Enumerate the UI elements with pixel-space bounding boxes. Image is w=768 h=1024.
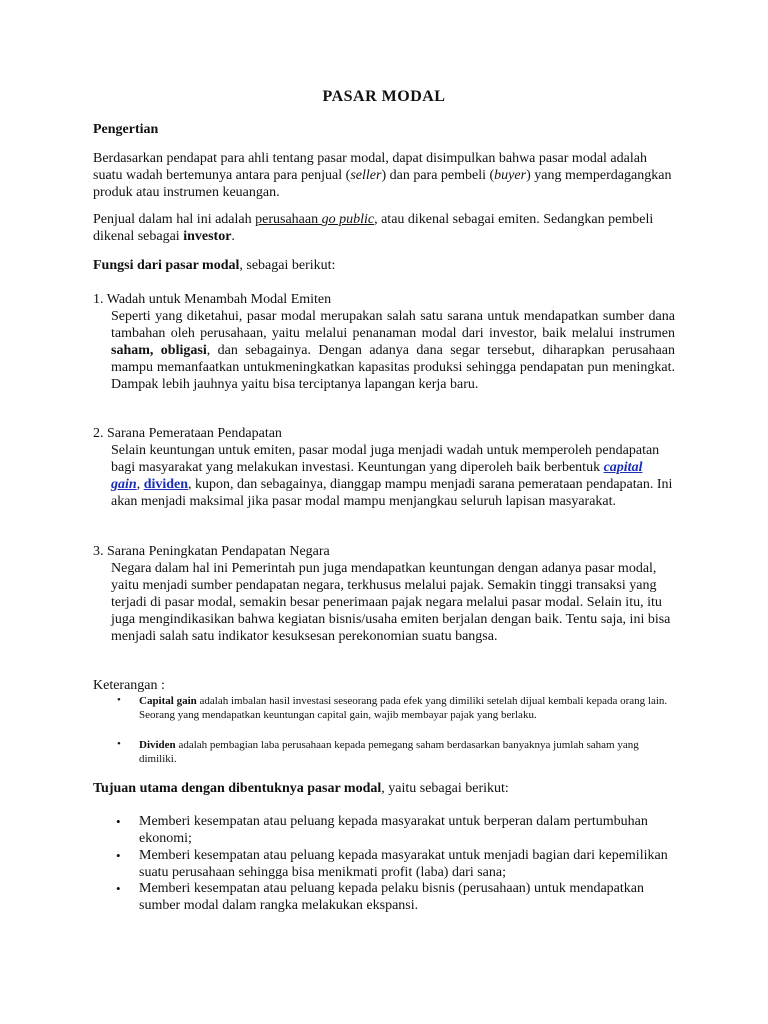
tujuan-item-2: Memberi kesempatan atau peluang kepada masyarakat untuk menjadi bagian dari kepemilikan suatu perusahaan sehingga bisa menikmati profit (laba) dari sana;: [139, 848, 668, 880]
text-run: Berdasarkan pendapat para ahli tentang pasar modal, dapat disimpulkan bahwa pasar modal adalah suatu wadah bertemunya antara para penjual (: [93, 151, 647, 183]
bullet-icon: •: [116, 881, 121, 896]
heading-bold-text: Fungsi dari pasar modal: [93, 258, 240, 273]
page-title: PASAR MODAL: [322, 88, 446, 105]
note-term: Dividen: [139, 739, 176, 751]
text-run: Seperti yang diketahui, pasar modal merupakan salah satu sarana untuk mendapatkan sumber dana tambahan oleh perusahaan, yaitu melalui penanaman modal dari investor, baik melalui instrumen: [111, 309, 675, 341]
paragraph-seller-buyer: [93, 211, 675, 245]
term-investor: investor: [183, 229, 232, 244]
heading-bold-text: Tujuan utama dengan dibentuknya pasar modal: [93, 781, 382, 796]
term-buyer: buyer: [494, 168, 527, 183]
tujuan-item-3: Memberi kesempatan atau peluang kepada pelaku bisnis (perusahaan) untuk mendapatkan sumber modal dalam rangka melakukan ekspansi.: [139, 881, 644, 913]
text-run: ,: [136, 477, 144, 492]
text-run: ) dan para pembeli (: [381, 168, 495, 183]
heading-fungsi: [93, 257, 335, 274]
link-text-italic: go public: [321, 212, 375, 227]
bullet-icon: •: [117, 694, 121, 706]
link-perusahaan-go-public[interactable]: [255, 212, 374, 227]
text-run: .: [231, 229, 235, 244]
link-dividen[interactable]: dividen: [143, 477, 189, 492]
bullet-icon: •: [117, 738, 121, 750]
fungsi-item-2-title: 2. Sarana Pemerataan Pendapatan: [93, 426, 282, 441]
note-term: Capital gain: [139, 695, 197, 707]
term-seller: seller: [350, 168, 382, 183]
text-run: , kupon, dan sebagainya, dianggap mampu menjadi sarana pemerataan pendapatan. Ini akan menjadi maksimal jika pasar modal mampu menjangkau seluruh lapisan masyarakat.: [111, 477, 673, 509]
heading-rest-text: , yaitu sebagai berikut:: [381, 781, 509, 796]
bullet-icon: •: [116, 848, 121, 863]
note-text: adalah imbalan hasil investasi seseorang pada efek yang dimiliki setelah dijual kembali kepada orang lain. Seorang yang mendapatkan keuntungan capital gain, wajib membayar pajak yang berlaku.: [139, 695, 668, 721]
tujuan-item-1: Memberi kesempatan atau peluang kepada masyarakat untuk berperan dalam pertumbuhan ekonomi;: [139, 814, 648, 846]
note-text: adalah pembagian laba perusahaan kepada pemegang saham berdasarkan banyaknya jumlah saham yang dimiliki.: [139, 739, 639, 765]
text-run: ) yang memperdagangkan produk atau instrumen keuangan.: [93, 168, 672, 200]
link-text: capital gain: [111, 460, 643, 492]
text-run: , dan sebagainya. Dengan adanya dana segar tersebut, diharapkan perusahaan mampu memanfaatkan untukmeningkatkan kapasitas produksi sehingga pendapatan pun meningkat. Dampak lebih jauhnya yaitu bisa terciptanya lapangan kerja baru.: [111, 343, 675, 392]
text-run: Selain keuntungan untuk emiten, pasar modal juga menjadi wadah untuk memperoleh pendapatan bagi masyarakat yang melakukan investasi. Keuntungan yang diperoleh baik berbentuk: [111, 443, 660, 475]
text-run: , atau dikenal sebagai emiten. Sedangkan pembeli dikenal sebagai: [93, 212, 654, 244]
heading-keterangan: Keterangan :: [93, 678, 165, 693]
heading-pengertian: Pengertian: [93, 122, 159, 137]
note-capital-gain: [139, 694, 675, 722]
fungsi-item-3-text: Negara dalam hal ini Pemerintah pun juga mendapatkan keuntungan dengan adanya pasar modal, yaitu menjadi sumber pendapatan negara, terkhusus melalui pajak. Semakin tinggi transaksi yang terjadi di pasar modal, semakin besar penerimaan pajak negara melalui pasar modal. Selain itu, itu juga mengindikasikan bahwa kegiatan bisnis/usaha emiten berjalan dengan baik. Tentu saja, ini bisa menjadi salah satu indikator kesuksesan perekonomian suatu bangsa.: [111, 561, 671, 644]
link-text: perusahaan: [255, 212, 322, 227]
fungsi-item-3-title: 3. Sarana Peningkatan Pendapatan Negara: [93, 544, 330, 559]
paragraph-definition: [93, 150, 675, 201]
fungsi-item-2-text: [111, 442, 675, 510]
term-saham-obligasi: saham, obligasi: [111, 343, 207, 358]
fungsi-item-1-text: [111, 308, 675, 393]
heading-rest-text: , sebagai berikut:: [239, 258, 336, 273]
text-run: Penjual dalam hal ini adalah: [93, 212, 256, 227]
bullet-icon: •: [116, 814, 121, 829]
note-dividen: [139, 738, 675, 766]
heading-tujuan: [93, 780, 509, 797]
fungsi-item-1-title: 1. Wadah untuk Menambah Modal Emiten: [93, 292, 332, 307]
